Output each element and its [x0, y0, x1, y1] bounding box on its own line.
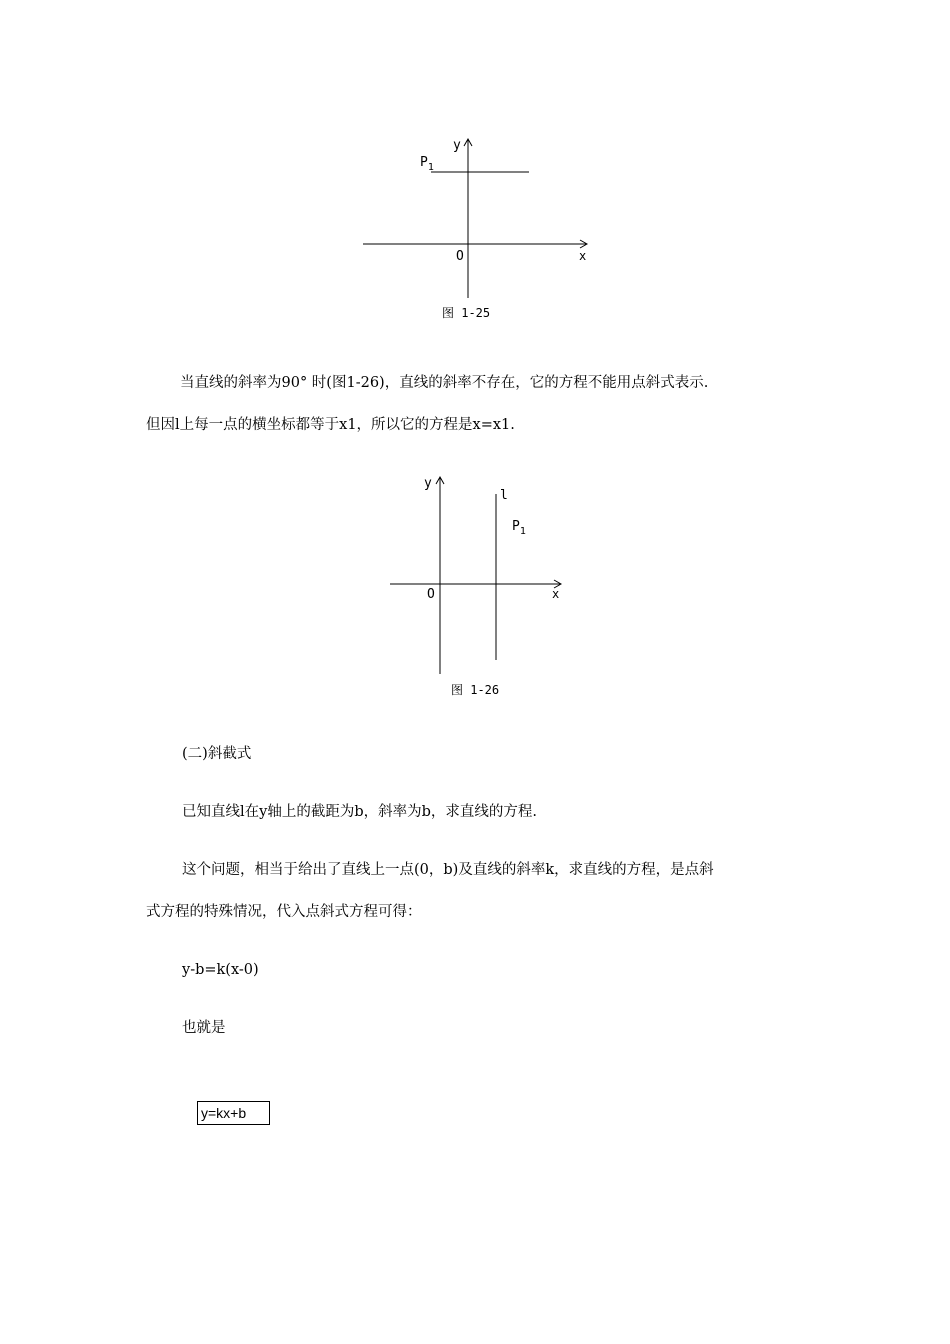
figure-1-26-graph	[388, 472, 568, 702]
figure-1-26	[388, 472, 568, 702]
x-axis-label: x	[579, 249, 587, 263]
origin-label: O	[456, 249, 464, 264]
paragraph-1-line-2: 但因l上每一点的横坐标都等于x1，所以它的方程是x=x1.	[146, 417, 515, 433]
explanation-line-1: 这个问题，相当于给出了直线上一点(0，b)及直线的斜率k，求直线的方程，是点斜	[182, 862, 714, 878]
origin-label: O	[427, 587, 435, 602]
section-heading: (二)斜截式	[182, 746, 252, 762]
problem-statement: 已知直线l在y轴上的截距为b，斜率为b，求直线的方程.	[182, 804, 538, 820]
figure-1-25-graph	[360, 135, 592, 325]
that-is-text: 也就是	[182, 1020, 226, 1036]
figure-caption: 图 1-26	[451, 683, 500, 697]
paragraph-1-line-1: 当直线的斜率为90° 时(图1-26)，直线的斜率不存在，它的方程不能用点斜式表示.	[180, 375, 709, 391]
x-axis-label: x	[552, 587, 560, 601]
explanation-line-2: 式方程的特殊情况，代入点斜式方程可得：	[146, 904, 422, 920]
figure-caption: 图 1-25	[442, 306, 491, 320]
y-axis-label: y	[453, 138, 461, 153]
boxed-formula: y=kx+b	[197, 1101, 270, 1125]
equation: y-b=k(x-0)	[182, 962, 259, 978]
figure-1-25	[360, 135, 592, 325]
point-label: $P_1$	[512, 519, 526, 537]
line-label: l	[500, 488, 508, 503]
y-axis-label: y	[424, 476, 432, 491]
point-label: $P_1$	[420, 155, 434, 173]
